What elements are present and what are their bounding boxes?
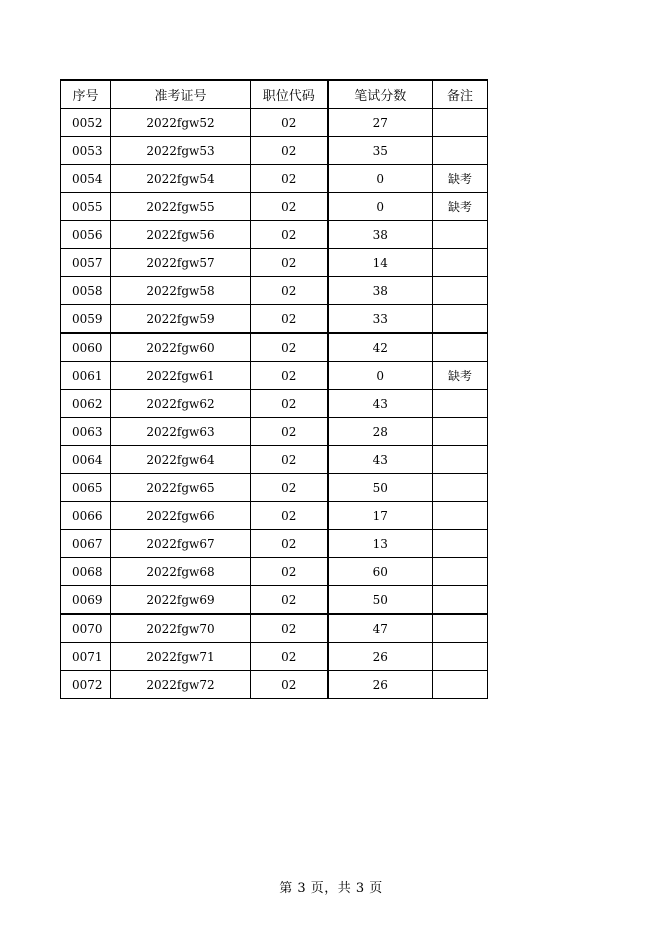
seq-cell: 0069 [61,586,111,615]
table-row [61,249,488,277]
ticket-number-cell: 2022fgw63 [111,418,251,446]
table-row [61,558,488,586]
table-row [61,333,488,362]
table-row [61,614,488,643]
seq-cell: 0071 [61,643,111,671]
header-remark: 备注 [433,80,488,109]
ticket-number-cell: 2022fgw64 [111,446,251,474]
ticket-number-cell: 2022fgw66 [111,502,251,530]
written-score-cell: 50 [328,474,433,502]
seq-cell: 0056 [61,221,111,249]
seq-cell: 0063 [61,418,111,446]
remark-cell: 缺考 [433,193,488,221]
ticket-number-cell: 2022fgw68 [111,558,251,586]
position-code-cell: 02 [251,614,328,643]
seq-cell: 0053 [61,137,111,165]
seq-cell: 0064 [61,446,111,474]
written-score-cell: 27 [328,109,433,137]
ticket-number-cell: 2022fgw58 [111,277,251,305]
written-score-cell: 60 [328,558,433,586]
position-code-cell: 02 [251,390,328,418]
remark-cell [433,418,488,446]
position-code-cell: 02 [251,558,328,586]
seq-cell: 0062 [61,390,111,418]
remark-cell [433,277,488,305]
written-score-cell: 50 [328,586,433,615]
table-row [61,193,488,221]
table-row [61,502,488,530]
table-row [61,530,488,558]
page-number-footer: 第 3 页，共 3 页 [279,881,383,896]
table-row [61,418,488,446]
table-row [61,277,488,305]
position-code-cell: 02 [251,418,328,446]
seq-cell: 0054 [61,165,111,193]
table-row [61,109,488,137]
written-score-cell: 35 [328,137,433,165]
ticket-number-cell: 2022fgw59 [111,305,251,334]
written-score-cell: 43 [328,446,433,474]
position-code-cell: 02 [251,671,328,699]
header-ticket-number: 准考证号 [111,80,251,109]
written-score-cell: 38 [328,221,433,249]
ticket-number-cell: 2022fgw70 [111,614,251,643]
remark-cell [433,530,488,558]
table-row [61,446,488,474]
written-score-cell: 47 [328,614,433,643]
remark-cell [433,137,488,165]
ticket-number-cell: 2022fgw61 [111,362,251,390]
seq-cell: 0052 [61,109,111,137]
position-code-cell: 02 [251,474,328,502]
seq-cell: 0068 [61,558,111,586]
written-score-cell: 28 [328,418,433,446]
table-row [61,165,488,193]
remark-cell [433,586,488,615]
table-body [61,109,488,699]
position-code-cell: 02 [251,362,328,390]
seq-cell: 0061 [61,362,111,390]
ticket-number-cell: 2022fgw71 [111,643,251,671]
remark-cell [433,305,488,334]
written-score-cell: 0 [328,193,433,221]
written-score-cell: 26 [328,643,433,671]
header-position-code: 职位代码 [251,80,328,109]
remark-cell [433,558,488,586]
written-score-cell: 0 [328,165,433,193]
seq-cell: 0065 [61,474,111,502]
ticket-number-cell: 2022fgw54 [111,165,251,193]
remark-cell [433,614,488,643]
seq-cell: 0059 [61,305,111,334]
seq-cell: 0067 [61,530,111,558]
table-row [61,137,488,165]
position-code-cell: 02 [251,333,328,362]
table-row [61,586,488,615]
written-score-cell: 13 [328,530,433,558]
remark-cell [433,390,488,418]
position-code-cell: 02 [251,165,328,193]
remark-cell [433,446,488,474]
ticket-number-cell: 2022fgw52 [111,109,251,137]
position-code-cell: 02 [251,109,328,137]
position-code-cell: 02 [251,137,328,165]
remark-cell [433,474,488,502]
written-score-cell: 42 [328,333,433,362]
position-code-cell: 02 [251,502,328,530]
position-code-cell: 02 [251,530,328,558]
ticket-number-cell: 2022fgw65 [111,474,251,502]
seq-cell: 0066 [61,502,111,530]
remark-cell [433,333,488,362]
header-seq: 序号 [61,80,111,109]
remark-cell [433,109,488,137]
table-row [61,643,488,671]
position-code-cell: 02 [251,249,328,277]
seq-cell: 0057 [61,249,111,277]
written-score-cell: 0 [328,362,433,390]
written-score-cell: 17 [328,502,433,530]
remark-cell [433,249,488,277]
header-written-score: 笔试分数 [328,80,433,109]
written-score-cell: 43 [328,390,433,418]
table-row [61,474,488,502]
table-header-row [61,80,488,109]
position-code-cell: 02 [251,193,328,221]
position-code-cell: 02 [251,305,328,334]
remark-cell: 缺考 [433,362,488,390]
seq-cell: 0060 [61,333,111,362]
position-code-cell: 02 [251,221,328,249]
seq-cell: 0070 [61,614,111,643]
table-row [61,305,488,334]
remark-cell [433,643,488,671]
position-code-cell: 02 [251,643,328,671]
seq-cell: 0072 [61,671,111,699]
ticket-number-cell: 2022fgw55 [111,193,251,221]
ticket-number-cell: 2022fgw60 [111,333,251,362]
seq-cell: 0058 [61,277,111,305]
ticket-number-cell: 2022fgw69 [111,586,251,615]
ticket-number-cell: 2022fgw56 [111,221,251,249]
ticket-number-cell: 2022fgw62 [111,390,251,418]
score-table [60,79,488,699]
ticket-number-cell: 2022fgw72 [111,671,251,699]
remark-cell [433,671,488,699]
written-score-cell: 26 [328,671,433,699]
written-score-cell: 33 [328,305,433,334]
remark-cell [433,502,488,530]
written-score-cell: 14 [328,249,433,277]
position-code-cell: 02 [251,586,328,615]
ticket-number-cell: 2022fgw57 [111,249,251,277]
remark-cell [433,221,488,249]
position-code-cell: 02 [251,446,328,474]
ticket-number-cell: 2022fgw53 [111,137,251,165]
table-row [61,671,488,699]
written-score-cell: 38 [328,277,433,305]
table-row [61,221,488,249]
remark-cell: 缺考 [433,165,488,193]
ticket-number-cell: 2022fgw67 [111,530,251,558]
seq-cell: 0055 [61,193,111,221]
table-row [61,362,488,390]
position-code-cell: 02 [251,277,328,305]
table-row [61,390,488,418]
